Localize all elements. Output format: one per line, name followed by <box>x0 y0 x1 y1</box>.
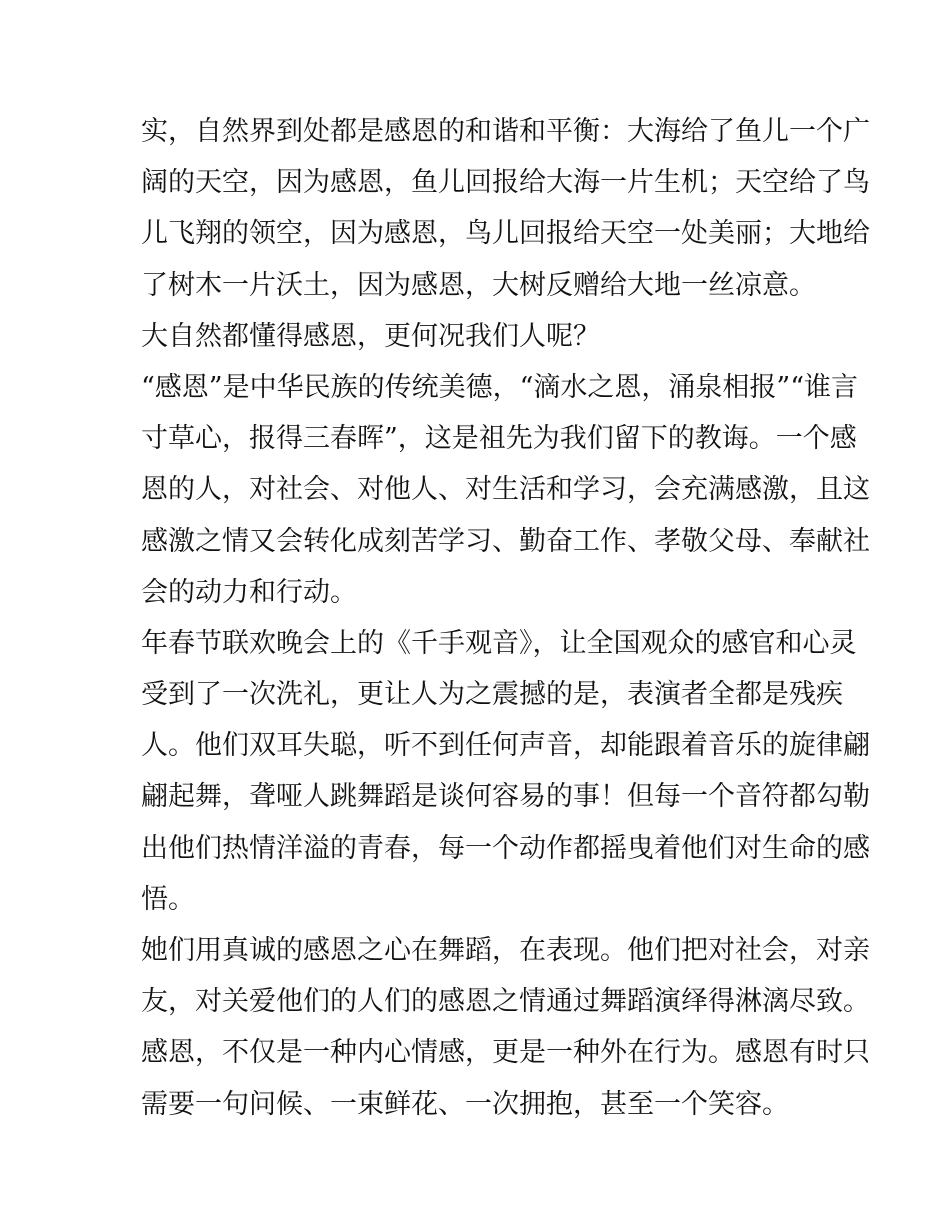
text-line: 友，对关爱他们的人们的感恩之情通过舞蹈演绎得淋漓尽致。 <box>141 986 870 1018</box>
text-line: 出他们热情洋溢的青春，每一个动作都摇曳着他们对生命的感 <box>141 832 870 864</box>
text-line: 受到了一次洗礼，更让人为之震撼的是，表演者全都是残疾 <box>141 679 843 711</box>
text-line: 她们用真诚的感恩之心在舞蹈，在表现。他们把对社会，对亲 <box>141 935 870 966</box>
text-line: 翩起舞，聋哑人跳舞蹈是谈何容易的事！但每一个音符都勾勒 <box>141 781 870 813</box>
text-line: 实，自然界到处都是感恩的和谐和平衡：大海给了鱼儿一个广 <box>141 116 870 147</box>
text-line: 年春节联欢晚会上的《千手观音》，让全国观众的感官和心灵 <box>141 627 857 659</box>
text-line: “感恩”是中华民族的传统美德，“滴水之恩，涌泉相报”“谁言 <box>141 371 859 403</box>
text-line: 人。他们双耳失聪，听不到任何声音，却能跟着音乐的旋律翩 <box>141 730 870 762</box>
document-body <box>141 106 870 1130</box>
text-line: 了树木一片沃土，因为感恩，大树反赠给大地一丝凉意。 <box>141 269 816 301</box>
text-line: 大自然都懂得感恩，更何况我们人呢？ <box>141 320 600 352</box>
text-line: 寸草心，报得三春晖”，这是祖先为我们留下的教诲。一个感 <box>141 423 857 455</box>
text-line: 感恩，不仅是一种内心情感，更是一种外在行为。感恩有时只 <box>141 1037 870 1069</box>
text-line: 儿飞翔的领空，因为感恩，鸟儿回报给天空一处美丽；大地给 <box>141 218 870 250</box>
text-line: 会的动力和行动。 <box>141 576 357 608</box>
text-line: 阔的天空，因为感恩，鱼儿回报给大海一片生机；天空给了鸟 <box>141 167 870 199</box>
text-line: 需要一句问候、一束鲜花、一次拥抱，甚至一个笑容。 <box>141 1088 789 1120</box>
text-line: 感激之情又会转化成刻苦学习、勤奋工作、孝敬父母、奉献社 <box>141 525 870 557</box>
text-line: 恩的人，对社会、对他人、对生活和学习，会充满感激，且这 <box>141 474 870 506</box>
text-line: 悟。 <box>141 883 195 915</box>
